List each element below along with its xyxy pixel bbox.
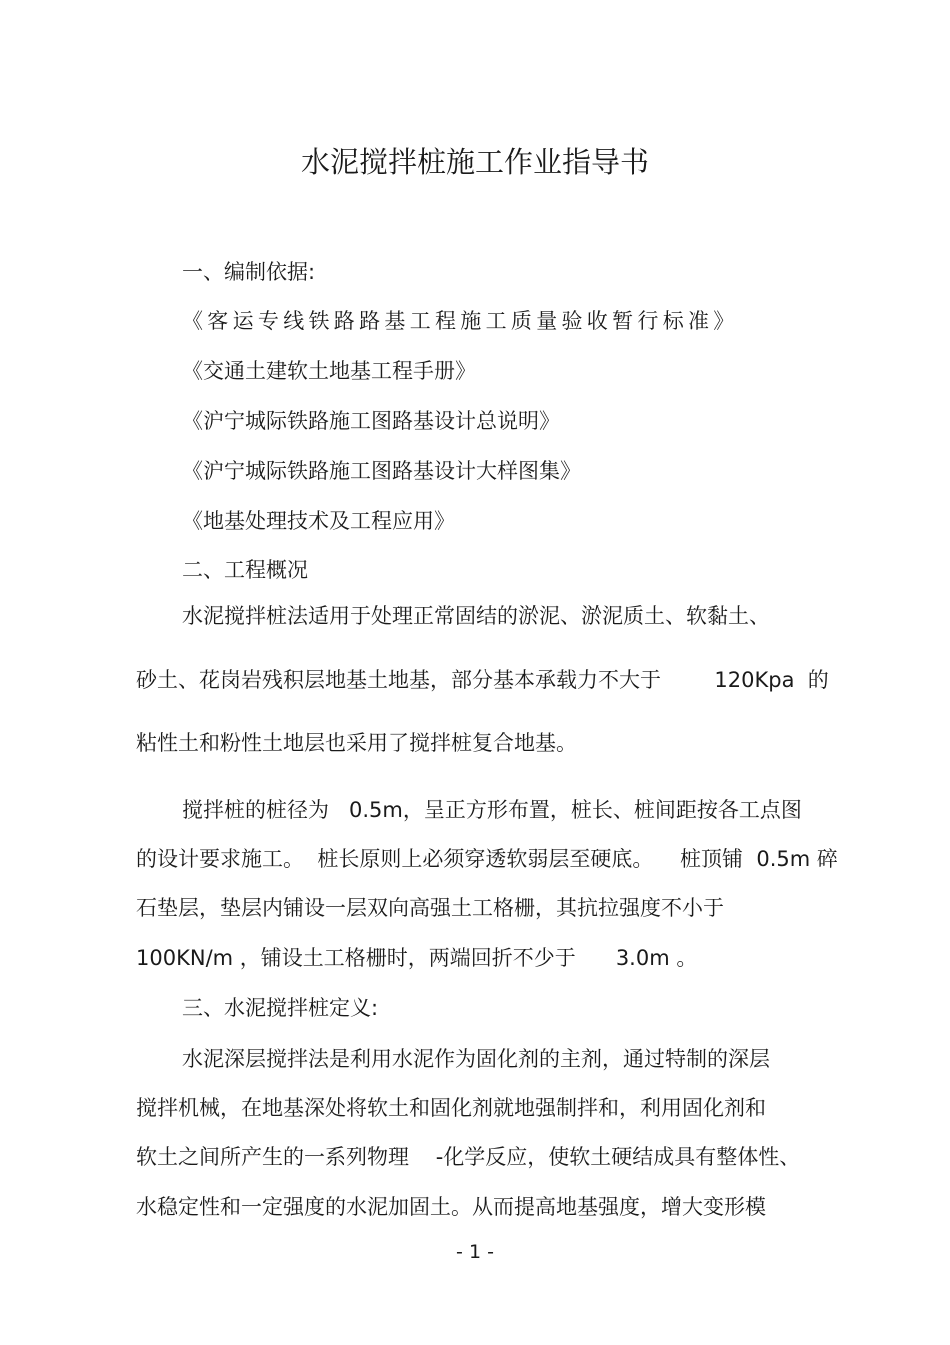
section-heading-definition: 三、水泥搅拌桩定义:: [182, 996, 379, 1020]
paragraph-line: 砂土、花岗岩残积层地基土地基，部分基本承载力不大于 120Kpa 的: [136, 668, 829, 692]
paragraph-line: 的设计要求施工。 桩长原则上必须穿透软弱层至硬底。 桩顶铺 0.5m 碎: [136, 847, 838, 871]
reference-standard: 《客运专线铁路路基工程施工质量验收暂行标准》: [182, 309, 739, 333]
paragraph-line: 水泥搅拌桩法适用于处理正常固结的淤泥、淤泥质土、软黏土、: [182, 604, 770, 628]
paragraph-line: 粘性土和粉性土地层也采用了搅拌桩复合地基。: [136, 731, 577, 755]
paragraph-line: 软土之间所产生的一系列物理 -化学反应，使软土硬结成具有整体性、: [136, 1145, 801, 1169]
document-title: 水泥搅拌桩施工作业指导书: [300, 145, 649, 179]
paragraph-line: 搅拌机械，在地基深处将软土和固化剂就地强制拌和，利用固化剂和: [136, 1096, 766, 1120]
paragraph-line: 搅拌桩的桩径为 0.5m，呈正方形布置，桩长、桩间距按各工点图: [182, 798, 802, 822]
section-heading-basis: 一、编制依据:: [182, 260, 316, 284]
page-number: - 1 -: [456, 1241, 494, 1263]
reference-design-notes: 《沪宁城际铁路施工图路基设计总说明》: [182, 409, 560, 433]
reference-drawing-set: 《沪宁城际铁路施工图路基设计大样图集》: [182, 459, 581, 483]
reference-ground-treatment: 《地基处理技术及工程应用》: [182, 509, 455, 533]
section-heading-overview: 二、工程概况: [182, 558, 308, 582]
paragraph-line: 水稳定性和一定强度的水泥加固土。从而提高地基强度，增大变形模: [136, 1195, 766, 1219]
paragraph-line: 100KN/m ，铺设土工格栅时，两端回折不少于 3.0m 。: [136, 946, 698, 970]
reference-handbook: 《交通土建软土地基工程手册》: [182, 359, 476, 383]
paragraph-line: 石垫层，垫层内铺设一层双向高强土工格栅，其抗拉强度不小于: [136, 896, 724, 920]
paragraph-line: 水泥深层搅拌法是利用水泥作为固化剂的主剂，通过特制的深层: [182, 1047, 770, 1071]
